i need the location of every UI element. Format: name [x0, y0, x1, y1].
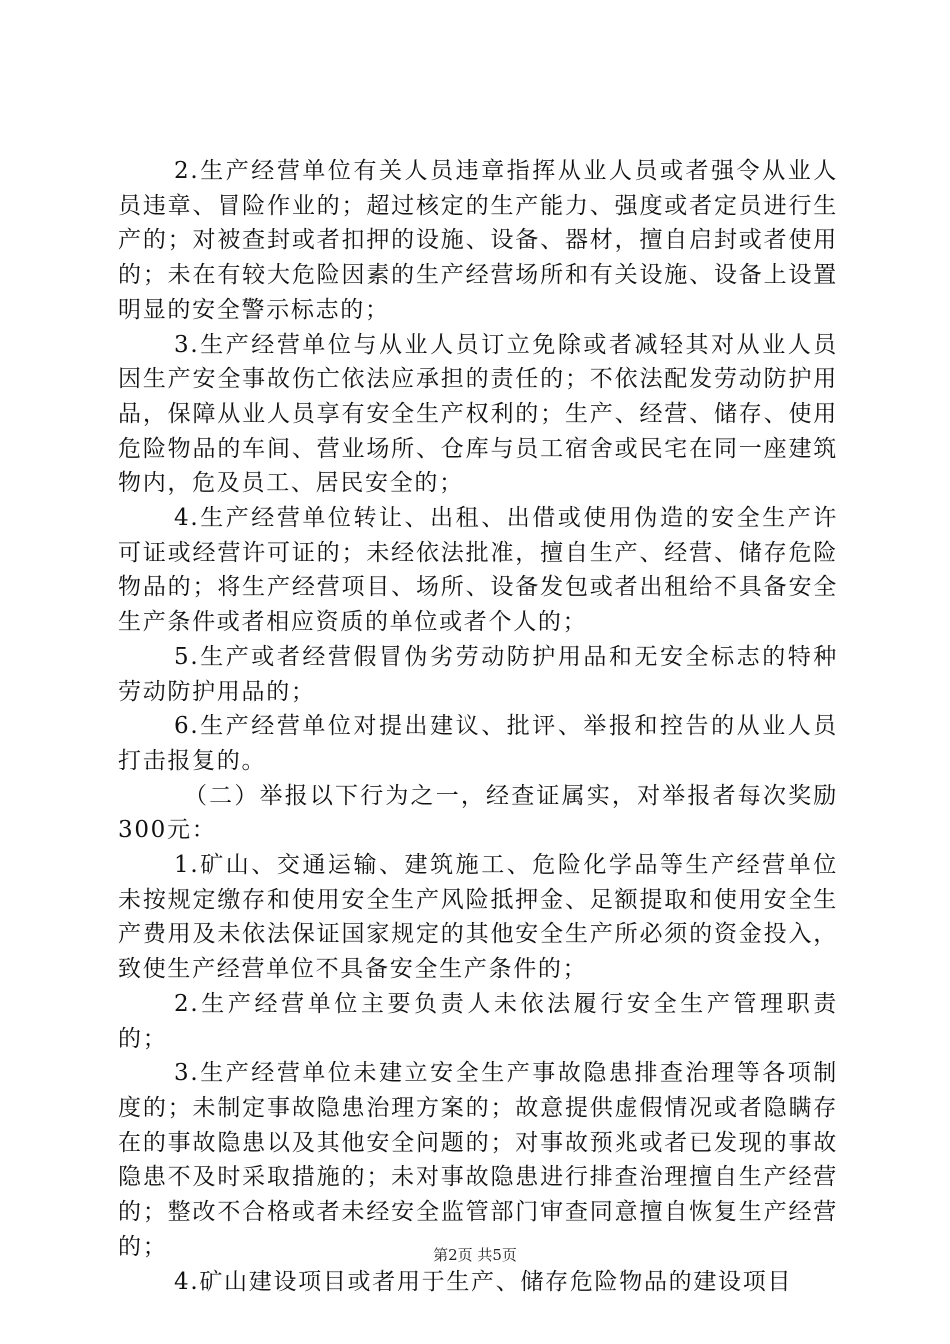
paragraph-item-3b: 3.生产经营单位未建立安全生产事故隐患排查治理等各项制度的；未制定事故隐患治理方案的；故意提供虚假情况或者隐瞒存在的事故隐患以及其他安全问题的；对事故预兆或者已发现的事故隐患不及时采取措施的；未对事故隐患进行排查治理擅自生产经营的；整改不合格或者未经安全监管部门审查同意擅自恢复生产经营的； — [118, 1060, 838, 1260]
paragraph-item-3: 3.生产经营单位与从业人员订立免除或者减轻其对从业人员因生产安全事故伤亡依法应承担的责任的；不依法配发劳动防护用品，保障从业人员享有安全生产权利的；生产、经营、储存、使用危险物品的车间、营业场所、仓库与员工宿舍或民宅在同一座建筑物内，危及员工、居民安全的； — [118, 331, 838, 497]
paragraph-item-1b: 1.矿山、交通运输、建筑施工、危险化学品等生产经营单位未按规定缴存和使用安全生产风险抵押金、足额提取和使用安全生产费用及未依法保证国家规定的其他安全生产所必须的资金投入，致使生产经营单位不具备安全生产条件的； — [118, 852, 838, 983]
page-footer: 第2页 共5页 — [433, 1246, 517, 1264]
paragraph-item-4b: 4.矿山建设项目或者用于生产、储存危险物品的建设项目 — [174, 1268, 793, 1295]
paragraph-item-5: 5.生产或者经营假冒伪劣劳动防护用品和无安全标志的特种劳动防护用品的； — [118, 643, 838, 705]
paragraph-item-6: 6.生产经营单位对提出建议、批评、举报和控告的从业人员打击报复的。 — [118, 713, 838, 774]
paragraph-item-4: 4.生产经营单位转让、出租、出借或使用伪造的安全生产许可证或经营许可证的；未经依法批准，擅自生产、经营、储存危险物品的；将生产经营项目、场所、设备发包或者出租给不具备安全生产条件或者相应资质的单位或者个人的； — [118, 505, 838, 636]
paragraph-item-2b: 2.生产经营单位主要负责人未依法履行安全生产管理职责的； — [118, 990, 838, 1052]
section-heading-two: （二）举报以下行为之一，经查证属实，对举报者每次奖励300元： — [118, 782, 838, 844]
paragraph-item-2: 2.生产经营单位有关人员违章指挥从业人员或者强令从业人员违章、冒险作业的；超过核定的生产能力、强度或者定员进行生产的；对被查封或者扣押的设施、设备、器材，擅自启封或者使用的；未在有较大危险因素的生产经营场所和有关设施、设备上设置明显的安全警示标志的； — [118, 158, 838, 323]
document-body — [118, 154, 838, 1299]
